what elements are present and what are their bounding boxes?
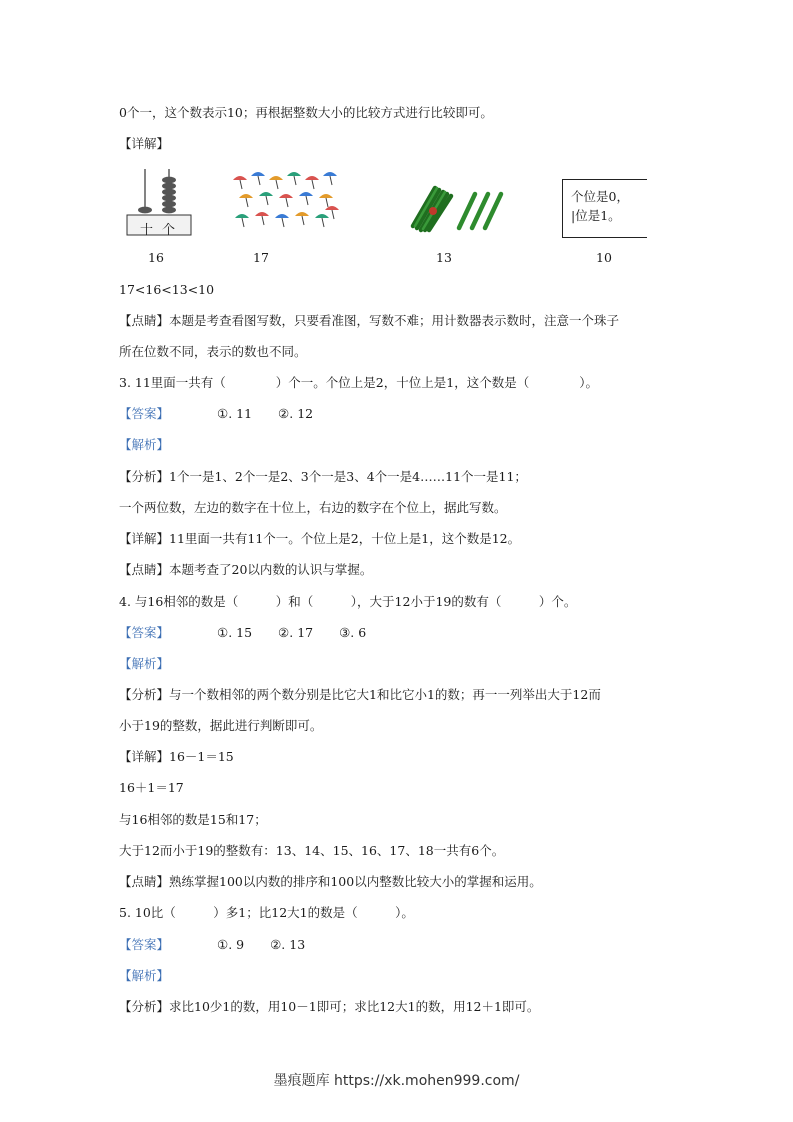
text-line: 【分析】求比10少1的数，用10－1即可；求比12大1的数，用12＋1即可。: [119, 999, 540, 1014]
answer-item: ①. 15: [217, 625, 253, 640]
umbrella-icon: [259, 192, 273, 205]
umbrella-icon: [235, 214, 249, 227]
answer-label: 【答案】: [119, 625, 170, 640]
umbrella-icon: [299, 192, 313, 205]
text-line: 【分析】1个一是1、2个一是2、3个一是3、4个一是4……11个一是11；: [119, 469, 527, 484]
answer-item: ①. 9: [217, 937, 245, 952]
text-line: 【点睛】本题考查了20以内数的认识与掌握。: [119, 562, 373, 577]
box-line-2: |位是1。: [571, 208, 621, 223]
footer-watermark: 墨痕题库 https://xk.mohen999.com/: [273, 1073, 520, 1089]
caption-abacus: 16: [148, 250, 164, 265]
answer-item: ③. 6: [339, 625, 367, 640]
text-line: 【分析】与一个数相邻的两个数分别是比它大1和比它小1的数；再一一列举出大于12而: [119, 687, 601, 702]
question-5: 5. 10比（ ）多1；比12大1的数是（ ）。: [119, 905, 414, 920]
comparison-result: 17<16<13<10: [119, 282, 215, 297]
section-label: 【详解】: [119, 136, 170, 151]
umbrella-icon: [295, 212, 309, 225]
text-line: 【点睛】熟练掌握100以内数的排序和100以内整数比较大小的掌握和运用。: [119, 874, 542, 889]
answer-label: 【答案】: [119, 406, 170, 421]
box-line-1: 个位是0，: [571, 189, 629, 204]
umbrella-icon: [319, 194, 333, 207]
place-value-box: [562, 179, 647, 238]
umbrella-icon: [239, 194, 253, 207]
sticks-figure: [405, 182, 510, 236]
text-line: 所在位数不同，表示的数也不同。: [119, 344, 307, 359]
text-line: 16＋1＝17: [119, 780, 184, 795]
text-line: 【点睛】本题是考查看图写数，只要看准图，写数不难；用计数器表示数时，注意一个珠子: [119, 313, 620, 328]
answer-row-4: [119, 625, 366, 641]
text-line: 一个两位数，左边的数字在十位上，右边的数字在个位上，据此写数。: [119, 500, 507, 515]
caption-umbrellas: 17: [253, 250, 269, 265]
caption-sticks: 13: [436, 250, 452, 265]
text-line: 【详解】11里面一共有11个一。个位上是2，十位上是1，这个数是12。: [119, 531, 521, 546]
umbrella-icon: [233, 176, 247, 189]
umbrella-icon: [323, 172, 337, 185]
abacus-label-ones: 个: [162, 223, 176, 238]
text-line: 【详解】16－1＝15: [119, 749, 234, 764]
abacus-label-tens: 十: [140, 223, 154, 238]
caption-box: 10: [596, 250, 612, 265]
text-line: 大于12而小于19的整数有：13、14、15、16、17、18一共有6个。: [119, 843, 505, 858]
umbrella-icon: [287, 172, 301, 185]
question-3: 3. 11里面一共有（ ）个一。个位上是2，十位上是1，这个数是（ ）。: [119, 375, 598, 390]
umbrellas-figure: [232, 170, 340, 236]
text-line: 与16相邻的数是15和17；: [119, 812, 267, 827]
text-line: 小于19的整数，据此进行判断即可。: [119, 718, 323, 733]
answer-item: ②. 13: [270, 937, 306, 952]
section-label: 【解析】: [119, 437, 170, 452]
question-4: 4. 与16相邻的数是（ ）和（ ），大于12小于19的数有（ ）个。: [119, 594, 577, 609]
umbrella-icon: [279, 194, 293, 207]
umbrella-icon: [255, 212, 269, 225]
umbrella-icon: [315, 214, 329, 227]
answer-item: ①. 11: [217, 406, 253, 421]
umbrella-icon: [275, 214, 289, 227]
answer-row-3: [119, 406, 313, 422]
text-line: 0个一，这个数表示10；再根据整数大小的比较方式进行比较即可。: [119, 105, 493, 120]
umbrella-icon: [251, 172, 265, 185]
answer-item: ②. 17: [278, 625, 314, 640]
abacus-figure: [125, 165, 195, 240]
answer-item: ②. 12: [278, 406, 314, 421]
umbrella-icon: [269, 176, 283, 189]
answer-row-5: [119, 937, 305, 953]
section-label: 【解析】: [119, 968, 170, 983]
answer-label: 【答案】: [119, 937, 170, 952]
section-label: 【解析】: [119, 656, 170, 671]
umbrella-icon: [305, 176, 319, 189]
